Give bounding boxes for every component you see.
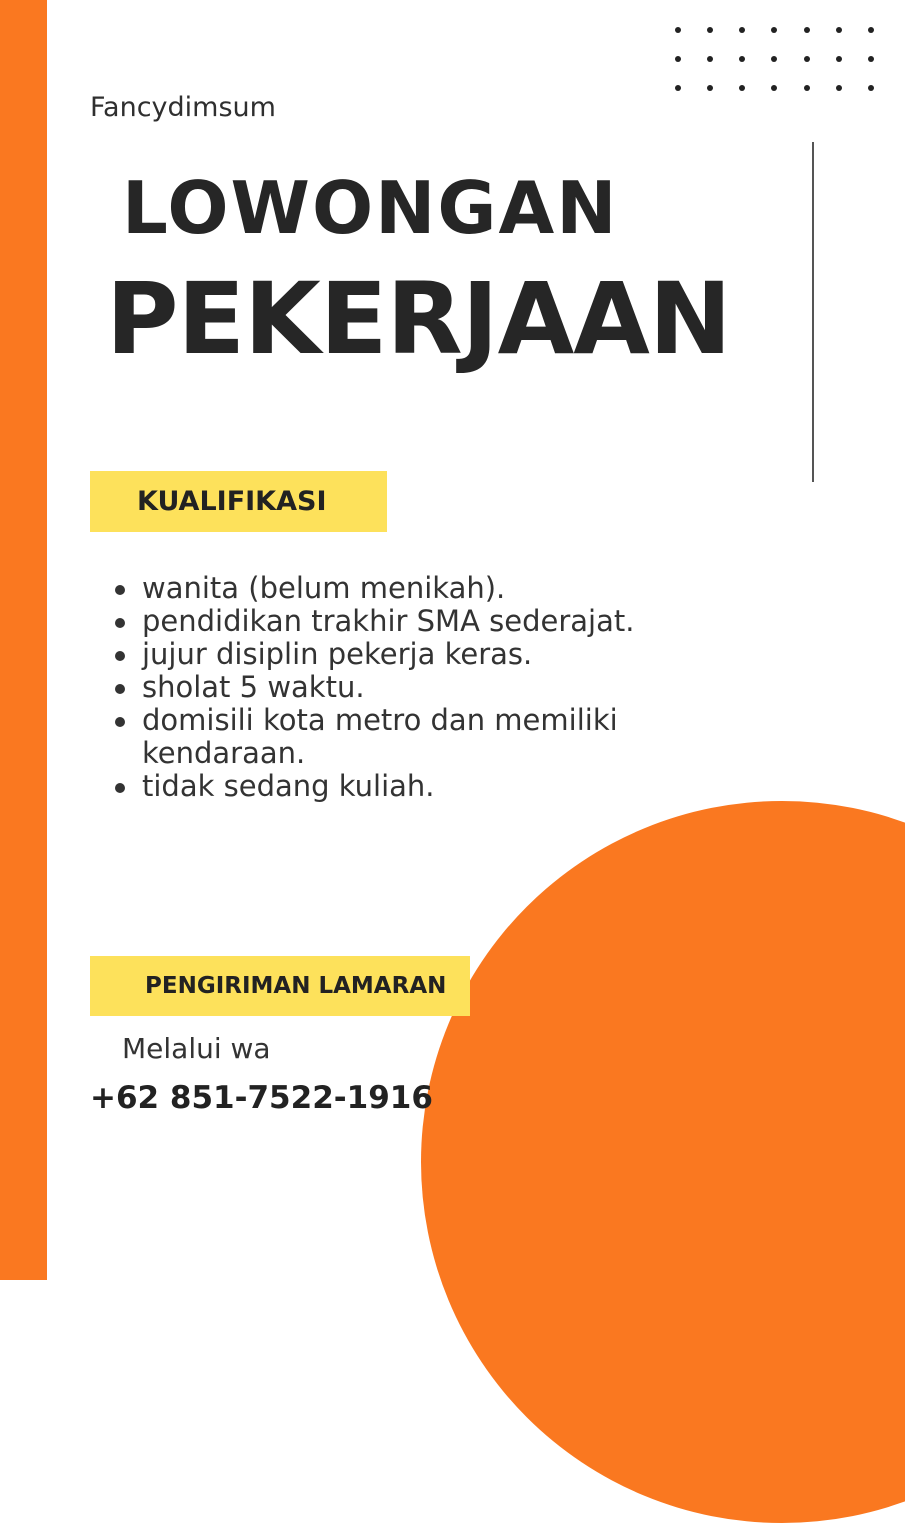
qualifications-label: KUALIFIKASI xyxy=(90,471,387,532)
dot xyxy=(868,85,874,91)
decorative-orange-circle xyxy=(421,801,905,1523)
dot xyxy=(836,27,842,33)
contact-method: Melalui wa xyxy=(122,1032,271,1065)
decorative-dot-grid xyxy=(662,16,887,102)
dot xyxy=(675,56,681,62)
dot xyxy=(739,85,745,91)
dot xyxy=(739,56,745,62)
title-line-2: PEKERJAAN xyxy=(106,262,731,377)
dot xyxy=(836,85,842,91)
dot xyxy=(675,27,681,33)
dot xyxy=(804,27,810,33)
list-item: tidak sedang kuliah. xyxy=(112,770,672,803)
dot xyxy=(868,27,874,33)
dot xyxy=(739,27,745,33)
dot xyxy=(707,27,713,33)
dot xyxy=(675,85,681,91)
dot xyxy=(771,85,777,91)
dot xyxy=(707,56,713,62)
left-orange-stripe xyxy=(0,0,47,1280)
dot xyxy=(868,56,874,62)
dot xyxy=(771,56,777,62)
vertical-divider xyxy=(812,142,814,482)
dot xyxy=(771,27,777,33)
qualifications-list xyxy=(112,572,672,803)
list-item: jujur disiplin pekerja keras. xyxy=(112,638,672,671)
dot xyxy=(836,56,842,62)
title-line-1: LOWONGAN xyxy=(122,166,619,250)
phone-number: +62 851-7522-1916 xyxy=(90,1080,433,1116)
list-item: pendidikan trakhir SMA sederajat. xyxy=(112,605,672,638)
list-item: wanita (belum menikah). xyxy=(112,572,672,605)
brand-name: Fancydimsum xyxy=(90,92,276,123)
dot xyxy=(804,85,810,91)
application-label: PENGIRIMAN LAMARAN xyxy=(90,956,470,1016)
list-item: domisili kota metro dan memiliki kendaraan. xyxy=(112,704,672,770)
dot xyxy=(707,85,713,91)
dot xyxy=(804,56,810,62)
list-item: sholat 5 waktu. xyxy=(112,671,672,704)
